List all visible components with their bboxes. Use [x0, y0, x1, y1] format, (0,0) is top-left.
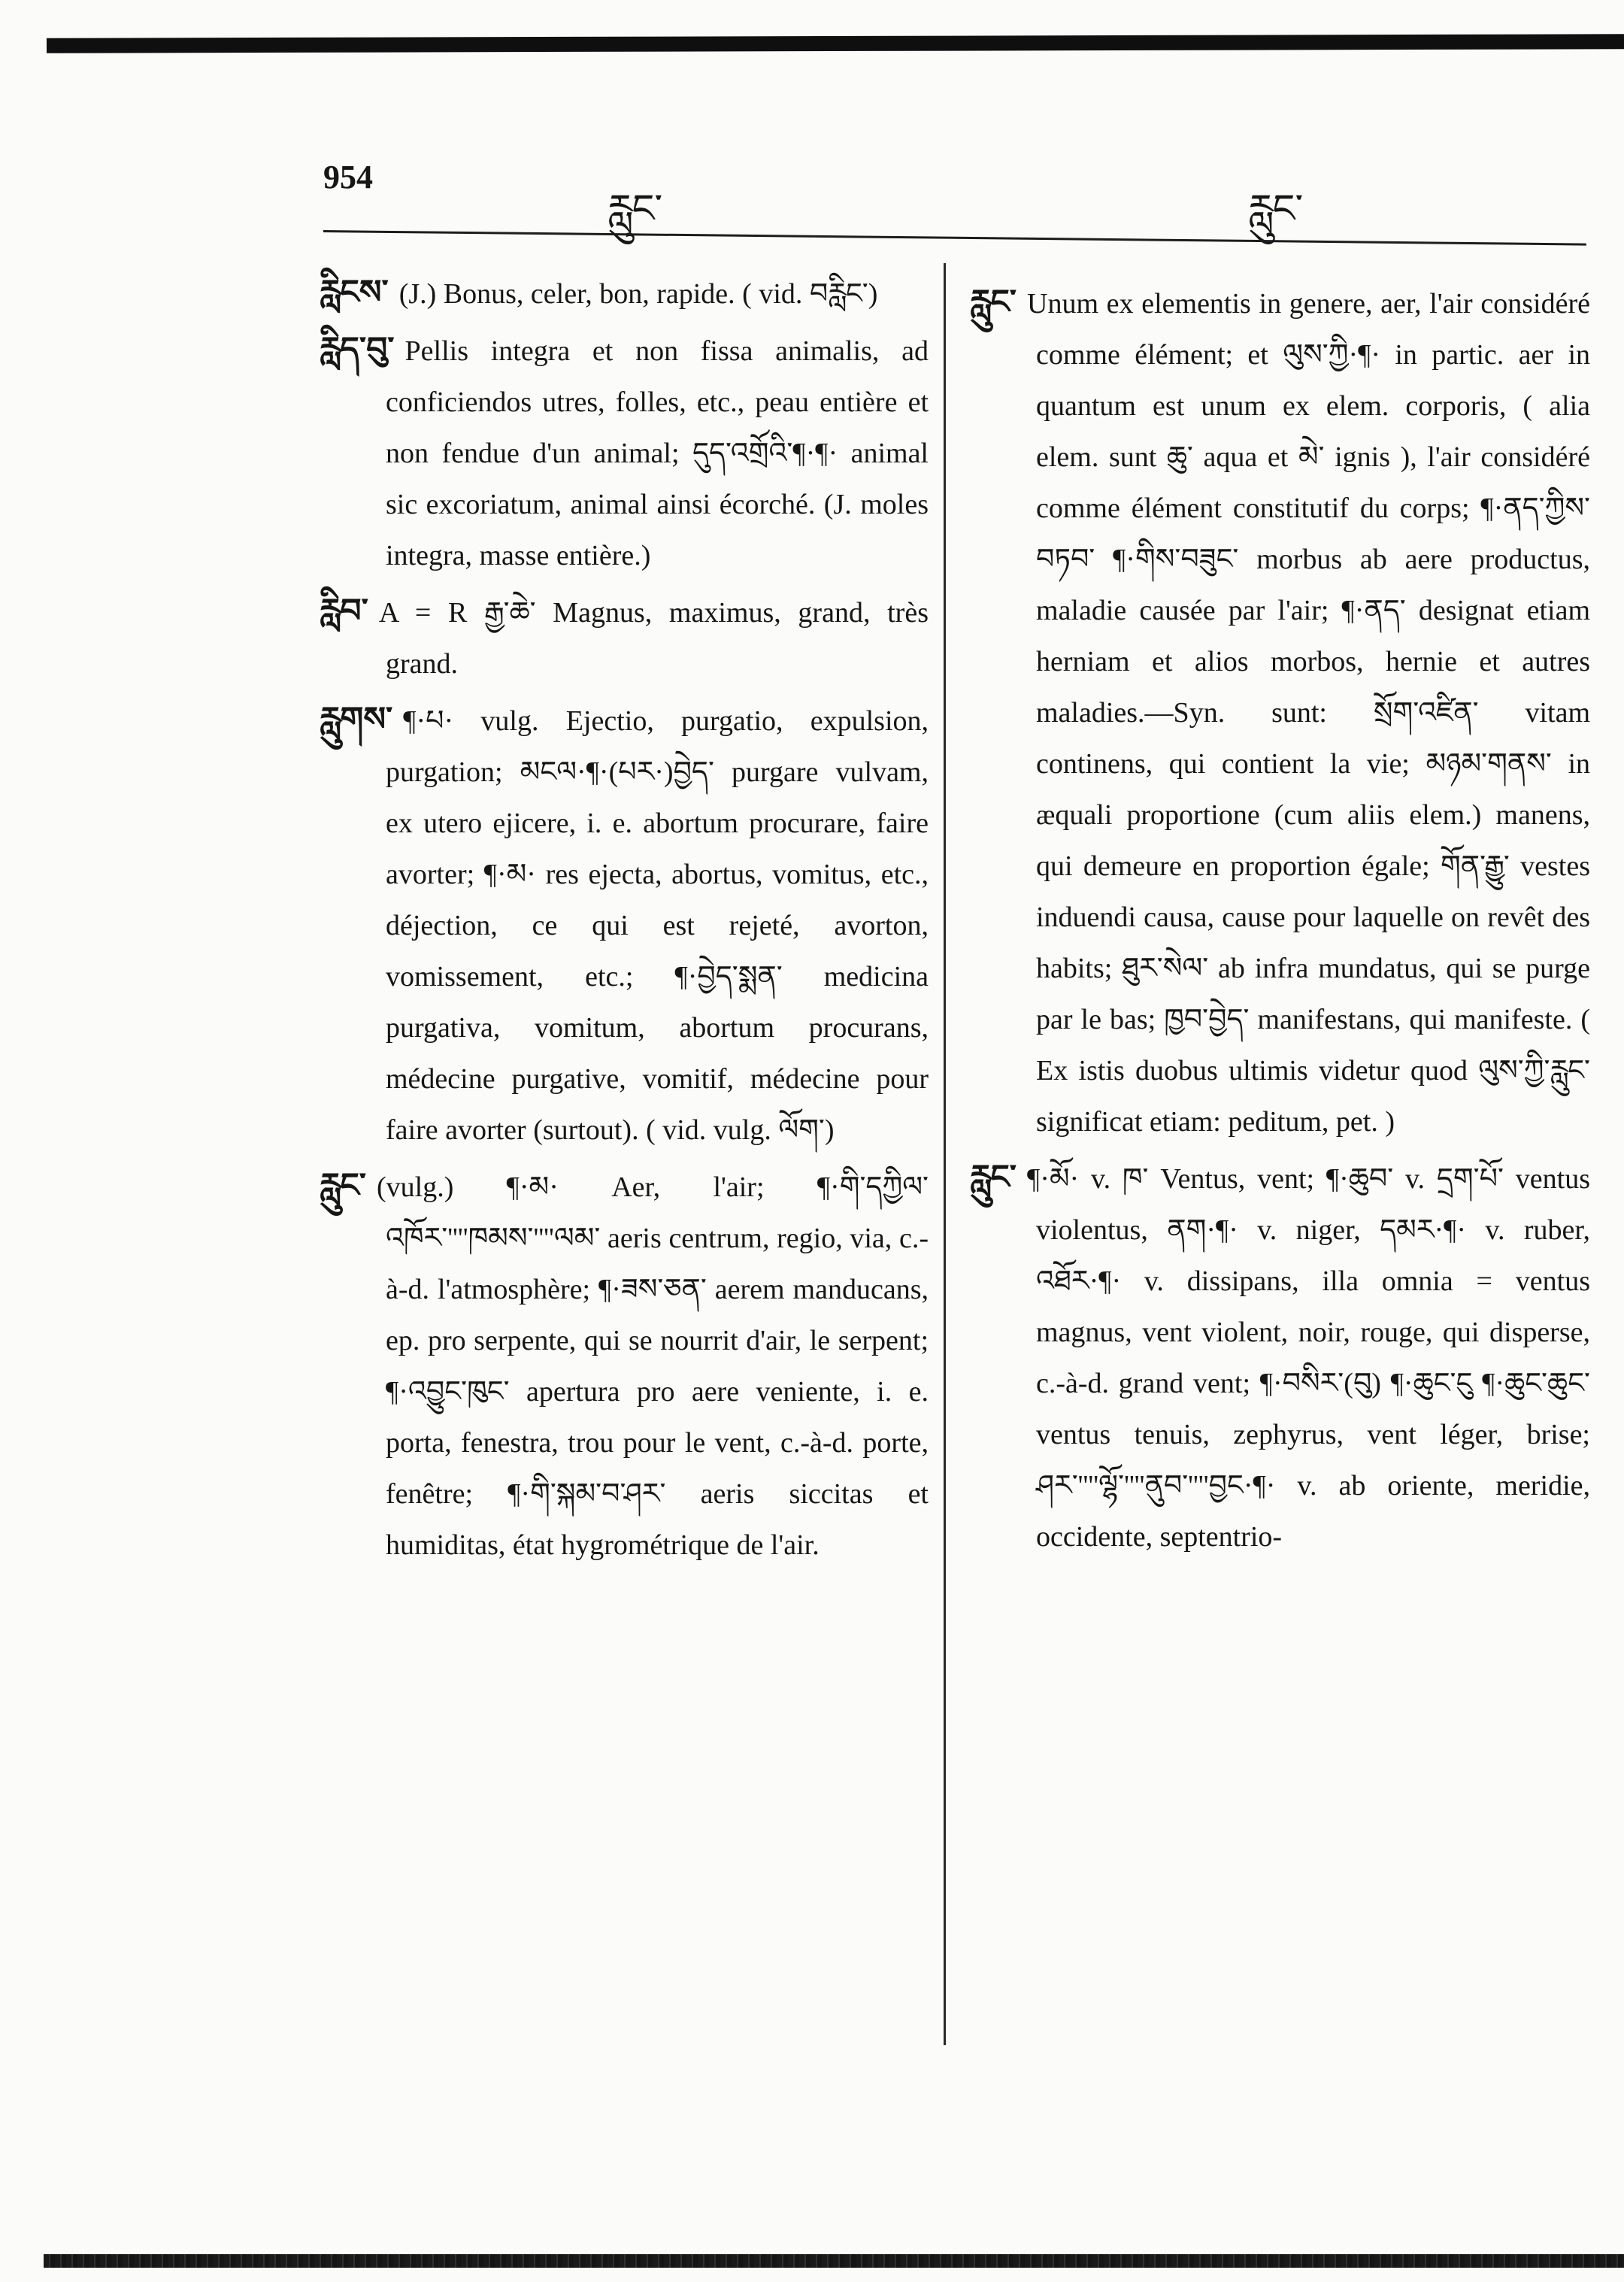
entry-headword: རླུང་	[970, 283, 1017, 321]
entry-text: ¶·པ· vulg. Ejectio, purgatio, expulsion, purgation; མངལ·¶·(པར·)བྱེད་ purgare vulvam, ex utero ejicere, i. e. abortum procurare, faire avorter; ¶·མ· res ejecta, abortus, vomitus, etc., déjection, ce qui est rejeté, avorton, vomissement, etc.; ¶·བྱེད་སྨན་ medicina purgativa, vomitum, abortum procurans, médecine purgative, vomitif, médecine pour faire avorter (surtout). ( vid. vulg. ལོག་)	[386, 705, 929, 1146]
entry-headword: རླིབ་	[320, 592, 368, 630]
entry-headword: རླུང་	[320, 1166, 366, 1205]
dictionary-entry	[320, 1160, 929, 1571]
entry-text: Pellis integra et non fissa animalis, ad conficiendos utres, folles, etc., peau entière et non fendue d'un animal; དུད་འགྲོའི་¶·¶· animal sic excoriatum, animal ainsi écorché. (J. moles integra, masse entière.)	[386, 335, 929, 571]
bottom-rule	[44, 2254, 1624, 2268]
dictionary-entry	[970, 1152, 1590, 1562]
dictionary-entry	[320, 586, 929, 689]
entry-headword: རླིངས་	[320, 273, 389, 311]
entry-headword: རླུང་	[970, 1158, 1017, 1196]
entry-text: (J.) Bonus, celer, bon, rapide. ( vid. བརླིང་)	[398, 278, 878, 310]
header-rule	[323, 230, 1586, 246]
right-column	[970, 277, 1590, 1567]
entry-text: ¶·མོ· v. ཁ་ Ventus, vent; ¶·ཆུབ་ v. དྲག་པོ་ ventus violentus, ནག·¶· v. niger, དམར·¶· v. ruber, འཐོར·¶· v. dissipans, illa omnia = ventus magnus, vent violent, noir, rouge, qui disperse, c.-à-d. grand vent; ¶·བསིར་(བུ) ¶·ཆུང་ངུ ¶·ཆུང་ཆུང་ ventus tenuis, zephyrus, vent léger, brise; ཤར་''''ལྷོ་''''ནུབ་''''བྱང·¶· v. ab oriente, meridie, occidente, septentrio-	[1027, 1163, 1590, 1553]
running-head-right: རླུང་	[1248, 186, 1304, 232]
entry-text: (vulg.) ¶·མ· Aer, l'air; ¶·གི་དཀྱིལ་འཁོར་''''ཁམས་''''ལམ་ aeris centrum, regio, via, c.-à-d. l'atmosphère; ¶·ཟས་ཅན་ aerem manducans, ep. pro serpente, qui se nourrit d'air, le serpent; ¶·འབྱུང་ཁུང་ apertura pro aere veniente, i. e. porta, fenestra, trou pour le vent, c.-à-d. porte, fenêtre; ¶·གི་སྐམ་བ་ཤར་ aeris siccitas et humiditas, état hygrométrique de l'air.	[377, 1171, 929, 1561]
dictionary-entry	[970, 277, 1590, 1147]
entry-text: A = R རྒྱ་ཆེ་ Magnus, maximus, grand, très grand.	[378, 597, 929, 680]
entry-headword: རླུགས་	[320, 700, 393, 738]
running-head-left: རླུང་	[607, 186, 663, 232]
page-number: 954	[323, 159, 373, 195]
entry-text: Unum ex elementis in genere, aer, l'air considéré comme élément; et ལུས་ཀྱི·¶· in partic. aer in quantum est unum ex elem. corporis, ( alia elem. sunt ཆུ་ aqua et མེ་ ignis ), l'air considéré comme élément constitutif du corps; ¶·ནད་ཀྱིས་བཏབ་ ¶·གིས་བཟུང་ morbus ab aere productus, maladie causée par l'air; ¶·ནད་ designat etiam herniam et alios morbos, hernie et autres maladies.—Syn. sunt: སྲོག་འཛིན་ vitam continens, qui contient la vie; མཉམ་གནས་ in æquali proportione (cum aliis elem.) manens, qui demeure en proportion égale; གོན་རྒྱུ་ vestes induendi causa, cause pour laquelle on revêt des habits; ཐུར་སེལ་ ab infra mundatus, qui se purge par le bas; ཁྱབ་བྱེད་ manifestans, qui manifeste. ( Ex istis duobus ultimis videtur quod ལུས་ཀྱི་རླུང་ significat etiam: peditum, pet. )	[1027, 288, 1590, 1138]
left-column	[320, 267, 929, 1575]
dictionary-entry	[320, 267, 929, 320]
entry-headword: རླིད་བུ་	[320, 330, 395, 368]
dictionary-entry	[320, 694, 929, 1156]
column-divider	[944, 263, 946, 2045]
dictionary-entry	[320, 324, 929, 581]
top-rule	[47, 34, 1624, 53]
